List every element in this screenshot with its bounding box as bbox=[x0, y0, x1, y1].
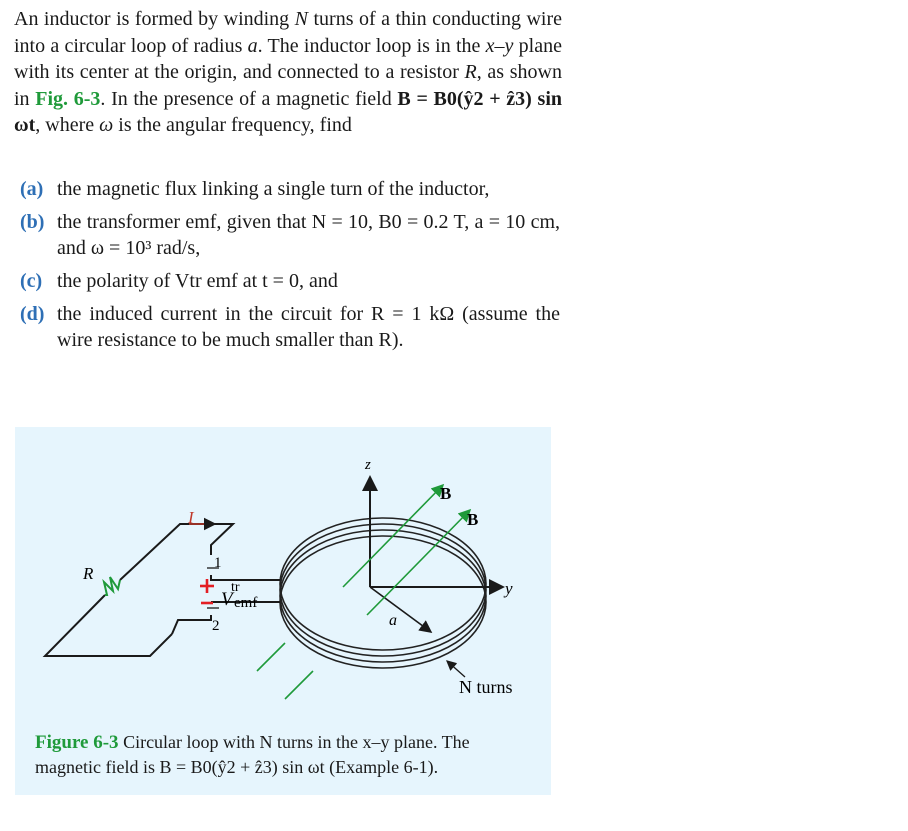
label-current-I: I bbox=[188, 508, 194, 527]
field-equation: B = B0(ŷ2 + ẑ3) sin ωt bbox=[14, 87, 562, 137]
figure-6-3 bbox=[15, 427, 551, 795]
sub-question-b bbox=[20, 209, 560, 261]
sub-question-label: (a) bbox=[20, 178, 44, 200]
sub-question-text: the induced current in the circuit for R = 1 kΩ (assume the wire resistance to be much smaller than R). bbox=[57, 303, 560, 351]
var-a: a bbox=[247, 34, 258, 57]
label-tr: tr bbox=[231, 580, 240, 595]
text-fragment: . In the presence of a magnetic field bbox=[100, 87, 398, 110]
sub-question-label: (c) bbox=[20, 270, 43, 292]
sub-question-label: (b) bbox=[20, 211, 45, 233]
circuit-diagram bbox=[15, 427, 551, 727]
label-node-2: 2 bbox=[212, 618, 220, 634]
sub-question-label: (d) bbox=[20, 303, 45, 325]
var-R: R bbox=[464, 61, 477, 84]
sub-question-text: the transformer emf, given that N = 10, B0 = 0.2 T, a = 10 cm, and ω = 10³ rad/s, bbox=[57, 211, 560, 259]
text-fragment: turns of a thin conducting wire into a circular loop of radius bbox=[14, 8, 562, 57]
plus-sign bbox=[200, 579, 214, 593]
label-resistor-R: R bbox=[83, 564, 94, 583]
sub-question-list bbox=[20, 176, 560, 360]
var-omega: ω bbox=[99, 114, 114, 137]
label-z: z bbox=[365, 457, 371, 473]
resistor bbox=[104, 577, 120, 595]
sub-question-text: the magnetic flux linking a single turn of the inductor, bbox=[57, 178, 490, 200]
text-fragment: , where bbox=[35, 114, 100, 137]
text-fragment: plane with its center at the origin, and connected to a resistor bbox=[14, 34, 562, 84]
figure-caption-label: Figure 6-3 bbox=[35, 732, 119, 753]
label-y: y bbox=[505, 579, 513, 598]
text-fragment: . The inductor loop is in the bbox=[257, 34, 486, 57]
var-xy: x–y bbox=[485, 34, 514, 57]
figure-caption bbox=[35, 730, 540, 779]
label-emf: emf bbox=[234, 595, 258, 611]
coil-loop bbox=[280, 518, 486, 668]
circuit-wires bbox=[45, 524, 280, 656]
figure-reference-link[interactable]: Fig. 6-3 bbox=[35, 87, 101, 110]
sub-question-text: the polarity of Vtr emf at t = 0, and bbox=[57, 270, 338, 292]
radius-arrow bbox=[370, 587, 431, 632]
figure-caption-text: Circular loop with N turns in the x–y plane. The magnetic field is B = B0(ŷ2 + ẑ3) sin ωt (Example 6-1). bbox=[35, 732, 470, 777]
label-node-1: 1 bbox=[214, 555, 222, 571]
label-radius-a: a bbox=[389, 612, 397, 629]
label-B-2: B bbox=[467, 510, 479, 529]
label-V: V bbox=[221, 589, 233, 610]
sub-question-d bbox=[20, 301, 560, 353]
n-turns-pointer bbox=[447, 661, 465, 677]
sub-question-c bbox=[20, 268, 560, 294]
label-B-1: B bbox=[440, 484, 452, 503]
label-n-turns: N turns bbox=[459, 677, 513, 697]
sub-question-a bbox=[20, 176, 560, 202]
text-fragment: is the angular frequency, find bbox=[113, 114, 352, 137]
text-fragment: , as shown in bbox=[14, 61, 562, 110]
text-fragment: An inductor is formed by winding bbox=[14, 8, 295, 30]
var-N: N bbox=[294, 8, 309, 30]
problem-statement bbox=[14, 6, 562, 139]
